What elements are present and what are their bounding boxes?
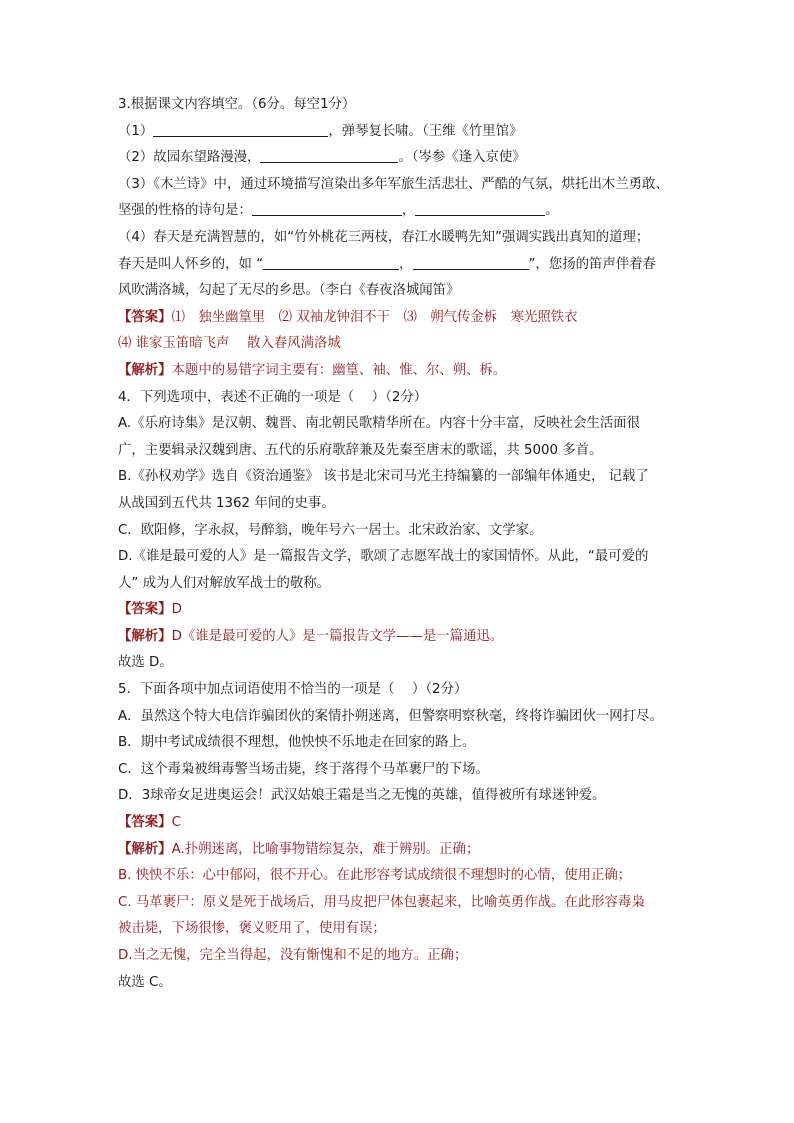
q5-option-d: D．3球帝女足进奥运会！武汉姑娘王霜是当之无愧的英雄，值得被所有球迷钟爱。 [118, 788, 606, 804]
q3-item3-line2 [118, 198, 678, 225]
q4-conclusion: 故选 D。 [118, 655, 173, 671]
analysis-tag: 【解析】 [118, 362, 172, 378]
q5-title: 5．下面各项中加点词语使用不恰当的一项是（ ）（2分） [118, 682, 468, 698]
fill-blank[interactable] [415, 200, 545, 216]
q5-option-a: A．虽然这个特大电信诈骗团伙的案情扑朔迷离，但警察明察秋毫，终将诈骗团伙一网打尽。 [118, 708, 663, 724]
fill-blank[interactable] [413, 254, 529, 270]
q3-item4-text: 春天是叫人怀乡的，如 “ [118, 256, 264, 272]
q4-analysis-text: D《谁是最可爱的人》是一篇报告文学——是一篇通迅。 [171, 628, 504, 644]
fill-blank[interactable] [260, 147, 398, 163]
q5-conclusion: 故选 C。 [118, 974, 172, 990]
q4-analysis [118, 624, 678, 651]
q3-analysis [118, 358, 678, 385]
q3-item4-line2 [118, 252, 678, 279]
q3-item3-end: 。 [545, 203, 559, 219]
q3-title: 3.根据课文内容填空。（6分。每空1分） [118, 97, 356, 112]
q4-answer [118, 597, 678, 624]
q3-item3-line1: （3）《木兰诗》中，通过环境描写渲染出多年军旅生活悲壮、严酷的气氛，烘托出木兰勇敢、 [118, 176, 669, 192]
q3-analysis-text: 本题中的易错字词主要有：幽篁、袖、惟、尔、朔、柝。 [171, 362, 507, 378]
q3-item1-num: （1） [118, 123, 154, 139]
q5-analysis-b: B. 怏怏不乐：心中郁闷，很不开心。在此形容考试成绩很不理想时的心情，使用正确； [118, 868, 632, 884]
q3-item2-source: 。（岑参《逢入京使》 [398, 150, 526, 166]
q4-option-b-line1: B.《孙权劝学》选自《资治通鉴》 该书是北宋司马光主持编纂的一部编年体通史， 记载了 [118, 469, 649, 485]
q4-option-a-line1: A.《乐府诗集》是汉朝、魏晋、南北朝民歌精华所在。内容十分丰富，反映社会生活面很 [118, 416, 641, 432]
q3-item4-text-b: ”，您扬的笛声伴着春 [528, 256, 656, 272]
q3-answer [118, 305, 678, 332]
q5-option-c: C．这个毒枭被缉毒警当场击毙，终于落得个马革裹尸的下场。 [118, 761, 489, 777]
q5-answer-value: C [171, 815, 181, 831]
analysis-tag: 【解析】 [118, 628, 172, 644]
document-page [118, 92, 678, 996]
q5-analysis-a [118, 837, 678, 864]
q4-answer-value: D [171, 602, 182, 618]
q3-item4-line3: 风吹满洛城，勾起了无尽的乡思。（李白《春夜洛城闻笛》 [118, 283, 460, 299]
q3-item4-line1: （4）春天是充满智慧的，如“竹外桃花三两枝，春江水暖鸭先知”强调实践出真知的道理； [118, 229, 650, 245]
q5-analysis-c1: C. 马革裹尸：原义是死于战场后，用马皮把尸体包裹起来，比喻英勇作战。在此形容毒枭 [118, 894, 645, 910]
answer-tag: 【答案】 [118, 815, 172, 831]
q5-analysis-d: D.当之无愧，完全当得起，没有惭愧和不足的地方。正确； [118, 948, 468, 963]
fill-blank[interactable] [153, 121, 328, 137]
fill-blank[interactable] [263, 254, 399, 270]
q3-answer-line2: ⑷ 谁家玉笛暗飞声 散入春风满洛城 [118, 336, 341, 352]
answer-tag: 【答案】 [118, 602, 172, 618]
q3-item2 [118, 145, 678, 172]
q3-answer-text: ⑴ 独坐幽篁里 ⑵ 双袖龙钟泪不干 ⑶ 朔气传金柝 寒光照铁衣 [171, 309, 578, 325]
q3-item4-sep: ， [399, 256, 413, 272]
q5-option-b: B．期中考试成绩很不理想，他怏怏不乐地走在回家的路上。 [118, 735, 476, 751]
q3-item3-text: 坚强的性格的诗句是： [118, 203, 252, 219]
q4-option-d-line2: 人” 成为人们对解放军战士的敬称。 [118, 575, 331, 591]
answer-tag: 【答案】 [118, 309, 172, 325]
fill-blank[interactable] [252, 200, 402, 216]
q4-option-b-line2: 从战国到五代共 1362 年间的史事。 [118, 495, 335, 511]
q4-title: 4．下列选项中，表述不正确的一项是（ ）（2分） [118, 389, 428, 405]
q3-item1-text: ，弹琴复长啸。（王维《竹里馆》 [328, 123, 523, 139]
q5-analysis-c2: 被击毙，下场很惨，褒义贬用了，使用有误； [118, 921, 386, 937]
q4-option-c: C．欧阳修，字永叔，号醉翁，晚年号六一居士。北宋政治家、文学家。 [118, 522, 543, 538]
q3-item3-sep: ， [401, 203, 416, 219]
q4-option-a-line2: 广，主要辑录汉魏到唐、五代的乐府歌辞兼及先秦至唐末的歌谣，共 5000 多首。 [118, 442, 603, 458]
analysis-tag: 【解析】 [118, 841, 172, 857]
q3-item2-text: （2）故园东望路漫漫， [118, 150, 261, 166]
q4-option-d-line1: D.《谁是最可爱的人》是一篇报告文学，歌颂了志愿军战士的家国情怀。从此，“最可爱的 [118, 549, 649, 565]
q3-item1 [118, 119, 678, 146]
q5-answer [118, 810, 678, 837]
q5-analysis-a-text: A.扑朔迷离，比喻事物错综复杂，难于辨别。正确； [171, 841, 480, 857]
